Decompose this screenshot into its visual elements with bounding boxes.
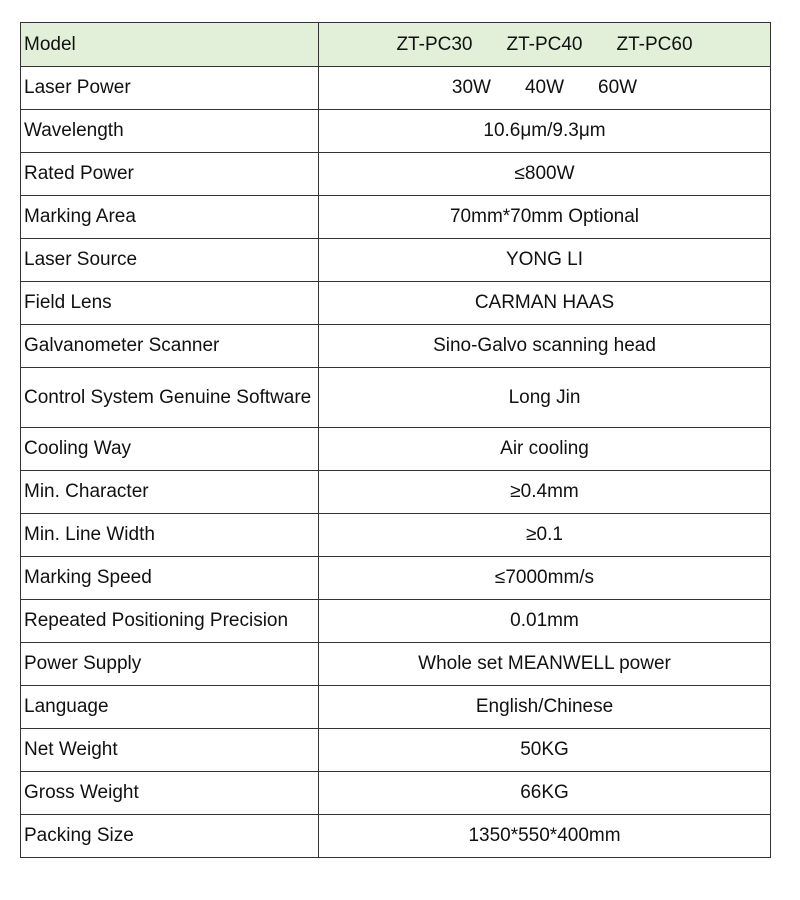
- row-label: Marking Speed: [21, 557, 319, 600]
- table-row: [21, 325, 771, 368]
- model-names-cell: [319, 23, 771, 67]
- row-value: Air cooling: [319, 428, 771, 471]
- table-row: [21, 600, 771, 643]
- table-row: [21, 239, 771, 282]
- laser-power-cell: [319, 67, 771, 110]
- laser-power-value: 40W: [524, 77, 565, 98]
- row-value: ≥0.4mm: [319, 471, 771, 514]
- table-row: [21, 514, 771, 557]
- model-name: ZT-PC60: [616, 33, 693, 55]
- table-row: [21, 428, 771, 471]
- row-label: Min. Character: [21, 471, 319, 514]
- model-name: ZT-PC40: [506, 33, 583, 55]
- table-row: [21, 643, 771, 686]
- row-value: 50KG: [319, 729, 771, 772]
- model-label: Model: [21, 23, 319, 67]
- table-row: [21, 368, 771, 428]
- laser-power-value: 60W: [598, 77, 638, 98]
- row-label: Repeated Positioning Precision: [21, 600, 319, 643]
- row-value: 66KG: [319, 772, 771, 815]
- row-label: Galvanometer Scanner: [21, 325, 319, 368]
- row-value: English/Chinese: [319, 686, 771, 729]
- table-row: [21, 67, 771, 110]
- table-row: [21, 153, 771, 196]
- row-value: 70mm*70mm Optional: [319, 196, 771, 239]
- row-label: Field Lens: [21, 282, 319, 325]
- row-value: Whole set MEANWELL power: [319, 643, 771, 686]
- row-label: Wavelength: [21, 110, 319, 153]
- row-value: 1350*550*400mm: [319, 815, 771, 858]
- row-label: Packing Size: [21, 815, 319, 858]
- row-value: Sino-Galvo scanning head: [319, 325, 771, 368]
- row-label: Laser Source: [21, 239, 319, 282]
- row-label: Rated Power: [21, 153, 319, 196]
- row-value: 10.6μm/9.3μm: [319, 110, 771, 153]
- row-label: Cooling Way: [21, 428, 319, 471]
- laser-power-value: 30W: [451, 77, 491, 98]
- table-row: [21, 815, 771, 858]
- model-name: ZT-PC30: [396, 33, 473, 55]
- table-row: [21, 772, 771, 815]
- row-label: Net Weight: [21, 729, 319, 772]
- row-label: Marking Area: [21, 196, 319, 239]
- table-row: [21, 729, 771, 772]
- row-value: 0.01mm: [319, 600, 771, 643]
- row-value: ≥0.1: [319, 514, 771, 557]
- row-label: Min. Line Width: [21, 514, 319, 557]
- table-row: [21, 282, 771, 325]
- table-row: [21, 110, 771, 153]
- table-row: [21, 196, 771, 239]
- table-header-row: [21, 23, 771, 67]
- table-row: [21, 471, 771, 514]
- row-label: Power Supply: [21, 643, 319, 686]
- row-label: Gross Weight: [21, 772, 319, 815]
- row-value: Long Jin: [319, 368, 771, 428]
- row-label: Control System Genuine Software: [21, 368, 319, 428]
- row-value: ≤7000mm/s: [319, 557, 771, 600]
- row-value: YONG LI: [319, 239, 771, 282]
- row-label: Language: [21, 686, 319, 729]
- table-row: [21, 557, 771, 600]
- row-label: Laser Power: [21, 67, 319, 110]
- spec-table: [20, 22, 771, 858]
- row-value: CARMAN HAAS: [319, 282, 771, 325]
- table-row: [21, 686, 771, 729]
- row-value: ≤800W: [319, 153, 771, 196]
